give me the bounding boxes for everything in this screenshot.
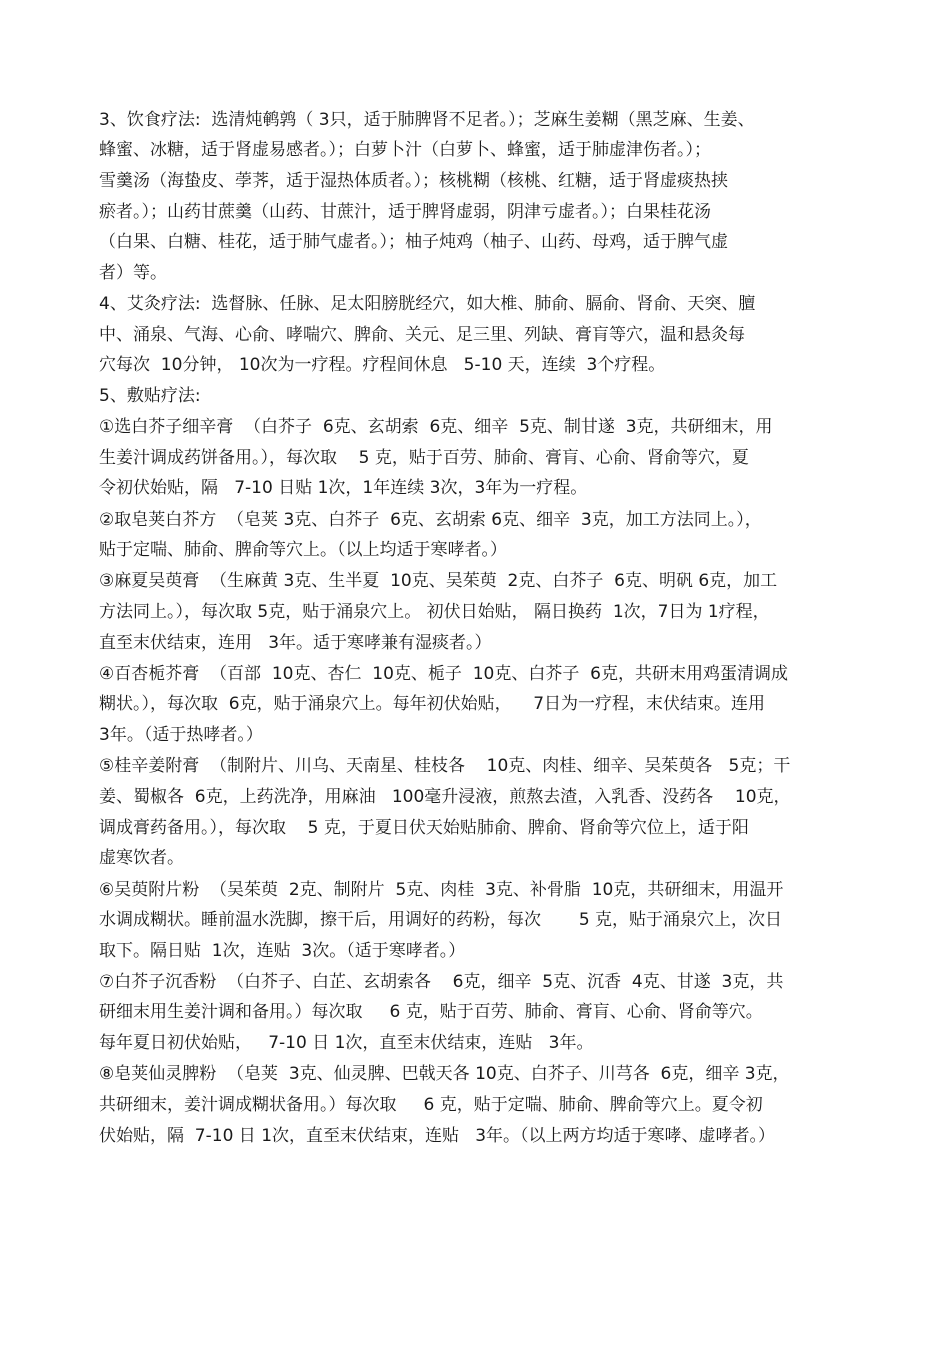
text-line: 研细末用生姜汁调和备用。）每次取 6 克，贴于百劳、肺俞、膏肓、心俞、肾俞等穴。 [99, 1002, 763, 1022]
text-line: 3、饮食疗法: 选清炖鹌鹑（ 3只，适于肺脾肾不足者。）；芝麻生姜糊（黑芝麻、生姜、 [99, 110, 755, 130]
text-line: 蜂蜜、冰糖，适于肾虚易感者。）；白萝卜汁（白萝卜、蜂蜜，适于肺虚津伤者。）； [99, 140, 711, 160]
text-line: ③麻夏吴萸膏 （生麻黄 3克、生半夏 10克、吴茱萸 2克、白芥子 6克、明矾 6克，加工 [99, 571, 778, 591]
text-line: 3年。（适于热哮者。） [99, 725, 263, 745]
text-line: （白果、白糖、桂花，适于肺气虚者。）；柚子炖鸡（柚子、山药、母鸡，适于脾气虚 [99, 232, 728, 252]
section-heading: 5、敷贴疗法: [99, 386, 201, 406]
text-line: 穴每次 10分钟， 10次为一疗程。疗程间休息 5-10 天，连续 3个疗程。 [99, 355, 666, 375]
text-line: 水调成糊状。睡前温水洗脚，擦干后，用调好的药粉，每次 5 克，贴于涌泉穴上，次日 [99, 910, 783, 930]
text-line: 生姜汁调成药饼备用。），每次取 5 克，贴于百劳、肺俞、膏肓、心俞、肾俞等穴，夏 [99, 448, 749, 468]
text-line: ⑤桂辛姜附膏 （制附片、川乌、天南星、桂枝各 10克、肉桂、细辛、吴茱萸各 5克；干 [99, 756, 791, 776]
text-line: 每年夏日初伏始贴， 7-10 日 1次，直至末伏结束，连贴 3年。 [99, 1033, 594, 1053]
text-line: 中、涌泉、气海、心俞、哮喘穴、脾俞、关元、足三里、列缺、膏肓等穴，温和悬灸每 [99, 325, 745, 345]
text-line: 虚寒饮者。 [99, 848, 184, 868]
text-line: 4、艾灸疗法: 选督脉、任脉、足太阳膀胱经穴，如大椎、肺俞、膈俞、肾俞、天突、膻 [99, 294, 756, 314]
text-line: 贴于定喘、肺俞、脾俞等穴上。（以上均适于寒哮者。） [99, 540, 507, 560]
text-line: 令初伏始贴，隔 7-10 日贴 1次，1年连续 3次，3年为一疗程。 [99, 478, 588, 498]
text-line: ④百杏栀芥膏 （百部 10克、杏仁 10克、栀子 10克、白芥子 6克，共研末用鸡蛋清调成 [99, 664, 788, 684]
text-line: 瘀者。）；山药甘蔗羹（山药、甘蔗汁，适于脾肾虚弱，阴津亏虚者。）；白果桂花汤 [99, 202, 711, 222]
text-line: ②取皂荚白芥方 （皂荚 3克、白芥子 6克、玄胡索 6克、细辛 3克，加工方法同上。）， [99, 510, 762, 530]
text-line: 者）等。 [99, 263, 167, 283]
text-line: ⑥吴萸附片粉 （吴茱萸 2克、制附片 5克、肉桂 3克、补骨脂 10克，共研细末，用温开 [99, 880, 784, 900]
text-line: 方法同上。），每次取 5克，贴于涌泉穴上。 初伏日始贴， 隔日换药 1次，7日为 1疗程， [99, 602, 770, 622]
text-line: ⑧皂荚仙灵脾粉 （皂荚 3克、仙灵脾、巴戟天各 10克、白芥子、川芎各 6克，细辛 3克， [99, 1064, 790, 1084]
text-line: 伏始贴，隔 7-10 日 1次，直至末伏结束，连贴 3年。（以上两方均适于寒哮、虚哮者。） [99, 1126, 776, 1146]
text-line: 糊状。），每次取 6克，贴于涌泉穴上。每年初伏始贴， 7日为一疗程，末伏结束。连用 [99, 694, 766, 714]
text-line: 取下。隔日贴 1次，连贴 3次。（适于寒哮者。） [99, 941, 466, 961]
text-line: 共研细末，姜汁调成糊状备用。）每次取 6 克，贴于定喘、肺俞、脾俞等穴上。夏令初 [99, 1095, 763, 1115]
text-line: 直至末伏结束，连用 3年。适于寒哮兼有湿痰者。） [99, 633, 492, 653]
text-line: 姜、蜀椒各 6克，上药洗净，用麻油 100毫升浸液，煎熬去渣，入乳香、没药各 10克， [99, 787, 791, 807]
text-line: ⑦白芥子沉香粉 （白芥子、白芷、玄胡索各 6克，细辛 5克、沉香 4克、甘遂 3克，共 [99, 972, 784, 992]
text-line: 调成膏药备用。），每次取 5 克，于夏日伏天始贴肺俞、脾俞、肾俞等穴位上，适于阳 [99, 818, 749, 838]
text-line: 雪羹汤（海蛰皮、荸荠，适于湿热体质者。）；核桃糊（核桃、红糖，适于肾虚痰热挟 [99, 171, 728, 191]
text-line: ①选白芥子细辛膏 （白芥子 6克、玄胡索 6克、细辛 5克、制甘遂 3克，共研细末，用 [99, 417, 773, 437]
